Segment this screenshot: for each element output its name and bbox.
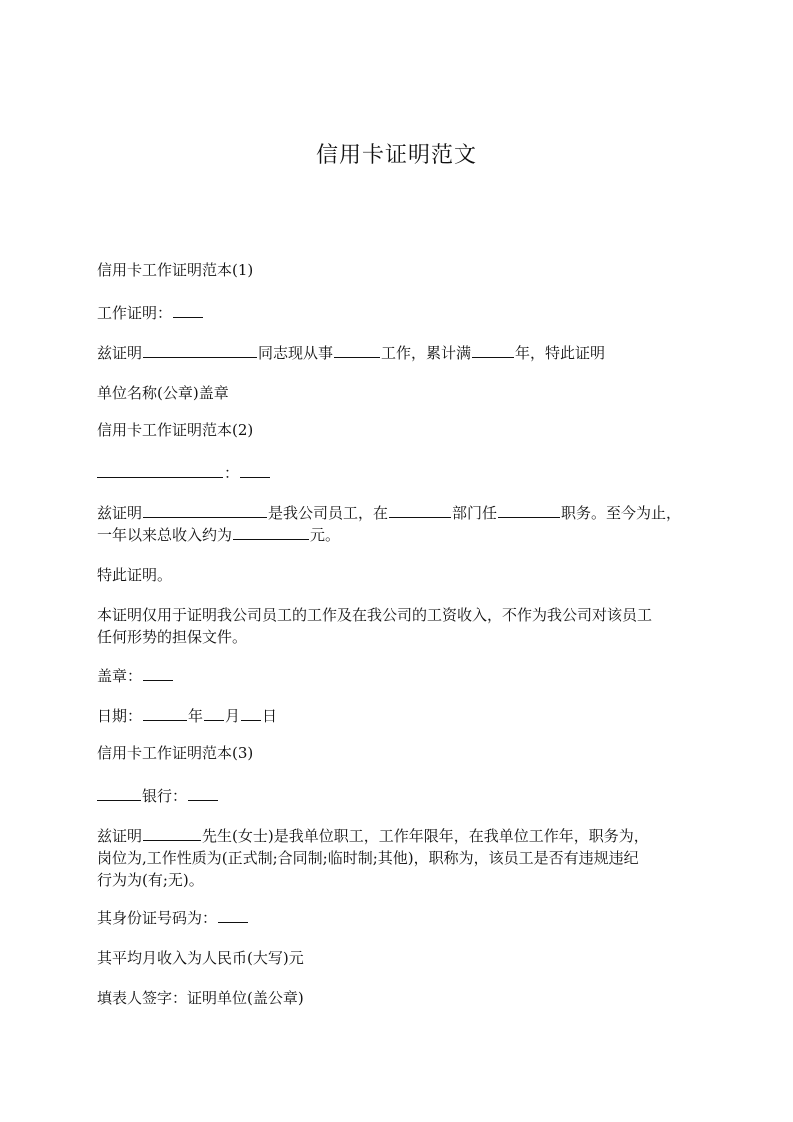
section2-disclaimer-line1: 本证明仅用于证明我公司员工的工作及在我公司的工资收入，不作为我公司对该员工 — [97, 606, 653, 624]
section2-disclaimer-line2: 任何形势的担保文件。 — [97, 628, 248, 646]
blank-field — [173, 303, 203, 318]
section3-bank-line — [97, 785, 697, 807]
header-separator: ： — [224, 464, 240, 482]
statement-text-b: 是我公司员工，在 — [268, 504, 389, 522]
section3-heading: 信用卡工作证明范本(3) — [97, 744, 254, 762]
blank-field — [188, 786, 218, 801]
date-year-label: 年 — [188, 707, 204, 725]
blank-field — [97, 786, 141, 801]
work-cert-label: 工作证明： — [97, 304, 173, 322]
section1-work-cert-line — [97, 302, 697, 324]
section2-statement-line2 — [97, 524, 697, 546]
section3-id-line — [97, 907, 697, 929]
document-title: 信用卡证明范文 — [315, 143, 477, 168]
date-day-label: 日 — [262, 707, 278, 725]
statement-text-a: 兹证明 — [97, 827, 143, 845]
section2-date-line — [97, 705, 697, 727]
statement-text-c: 工作，累计满 — [381, 344, 472, 362]
blank-field — [233, 525, 309, 540]
section3-income-line: 其平均月收入为人民币(大写)元 — [97, 949, 304, 967]
blank-field — [143, 826, 201, 841]
section2-blank-header-line — [97, 462, 697, 484]
date-label: 日期： — [97, 707, 143, 725]
section2-seal-line — [97, 665, 697, 687]
blank-field — [97, 463, 223, 478]
blank-field — [143, 503, 267, 518]
blank-field — [240, 463, 270, 478]
blank-field — [143, 706, 187, 721]
blank-field — [498, 503, 560, 518]
statement-text-c: 部门任 — [452, 504, 498, 522]
statement-text-f: 元。 — [310, 526, 341, 544]
section3-statement-line2: 岗位为,工作性质为(正式制;合同制;临时制;其他)，职称为，该员工是否有违规违纪 — [97, 849, 639, 867]
blank-field — [143, 666, 173, 681]
statement-text-b: 先生(女士)是我单位职工，工作年限年，在我单位工作年，职务为， — [202, 827, 649, 845]
statement-text-a: 兹证明 — [97, 344, 143, 362]
blank-field — [472, 343, 514, 358]
statement-text-b: 同志现从事 — [258, 344, 334, 362]
section1-statement-line — [97, 342, 697, 364]
blank-field — [334, 343, 380, 358]
blank-field — [204, 706, 224, 721]
section1-heading: 信用卡工作证明范本(1) — [97, 261, 254, 279]
seal-label: 盖章： — [97, 667, 143, 685]
section2-statement-line1 — [97, 502, 697, 524]
blank-field — [143, 343, 257, 358]
section3-statement-line1 — [97, 825, 697, 847]
section2-certify-line: 特此证明。 — [97, 566, 173, 584]
section1-unit-seal-line: 单位名称(公章)盖章 — [97, 384, 229, 402]
blank-field — [389, 503, 451, 518]
date-month-label: 月 — [225, 707, 241, 725]
statement-text-d: 年，特此证明 — [515, 344, 606, 362]
section3-statement-line3: 行为为(有;无)。 — [97, 871, 204, 889]
section3-sign-line: 填表人签字：证明单位(盖公章) — [97, 989, 304, 1007]
section2-heading: 信用卡工作证明范本(2) — [97, 421, 254, 439]
blank-field — [218, 908, 248, 923]
statement-text-e: 一年以来总收入约为 — [97, 526, 233, 544]
id-label: 其身份证号码为： — [97, 909, 218, 927]
statement-text-a: 兹证明 — [97, 504, 143, 522]
statement-text-d: 职务。至今为止， — [561, 504, 682, 522]
bank-label: 银行： — [142, 787, 188, 805]
blank-field — [241, 706, 261, 721]
